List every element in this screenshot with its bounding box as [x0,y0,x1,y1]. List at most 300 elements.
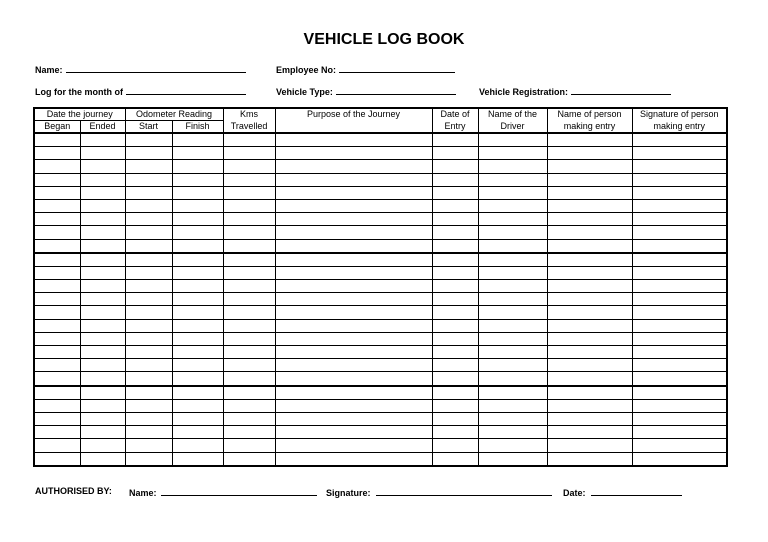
footer-name-input-line[interactable] [161,486,317,496]
table-cell[interactable] [547,133,632,147]
table-row [34,133,727,147]
table-row [34,253,727,267]
date-journey-header: Date the journey [34,108,125,121]
month-input-line[interactable] [126,85,246,95]
table-row [34,386,727,400]
table-cell[interactable] [432,293,478,306]
table-cell[interactable] [172,293,223,306]
table-cell[interactable] [80,319,125,332]
table-cell[interactable] [432,280,478,293]
table-cell[interactable] [632,186,727,199]
table-row [34,186,727,199]
table-cell[interactable] [223,213,275,226]
page-title: VEHICLE LOG BOOK [303,31,465,48]
table-cell[interactable] [275,266,432,279]
ended-header: Ended [80,121,125,134]
table-cell[interactable] [632,173,727,186]
log-table-body [34,133,727,466]
table-cell[interactable] [80,226,125,239]
footer-name-label: Name: [129,488,157,498]
driver-header: Driver [478,121,547,134]
table-cell[interactable] [80,359,125,372]
table-cell[interactable] [432,133,478,147]
table-cell[interactable] [275,452,432,466]
table-cell[interactable] [125,346,172,359]
table-cell[interactable] [547,239,632,253]
table-cell[interactable] [478,452,547,466]
table-cell[interactable] [275,199,432,212]
table-cell[interactable] [547,186,632,199]
table-row [34,412,727,425]
table-cell[interactable] [172,160,223,173]
table-cell[interactable] [172,306,223,319]
table-cell[interactable] [432,372,478,386]
table-cell[interactable] [478,147,547,160]
table-cell[interactable] [632,332,727,345]
table-cell[interactable] [478,439,547,452]
table-cell[interactable] [432,359,478,372]
table-cell[interactable] [478,372,547,386]
table-cell[interactable] [80,426,125,439]
table-cell[interactable] [547,399,632,412]
table-cell[interactable] [125,319,172,332]
table-cell[interactable] [172,346,223,359]
table-cell[interactable] [632,147,727,160]
table-cell[interactable] [632,439,727,452]
table-cell[interactable] [432,319,478,332]
table-cell[interactable] [125,173,172,186]
table-cell[interactable] [223,426,275,439]
table-cell[interactable] [125,412,172,425]
table-cell[interactable] [275,213,432,226]
table-cell[interactable] [34,173,80,186]
table-cell[interactable] [223,280,275,293]
table-cell[interactable] [125,386,172,400]
table-cell[interactable] [478,226,547,239]
vehicle-type-input-line[interactable] [336,85,456,95]
table-cell[interactable] [432,226,478,239]
table-cell[interactable] [80,160,125,173]
footer-date-input-line[interactable] [591,486,682,496]
table-cell[interactable] [125,266,172,279]
table-cell[interactable] [632,386,727,400]
table-cell[interactable] [34,412,80,425]
table-cell[interactable] [125,452,172,466]
table-cell[interactable] [432,426,478,439]
table-cell[interactable] [432,386,478,400]
table-cell[interactable] [547,173,632,186]
table-cell[interactable] [547,213,632,226]
table-cell[interactable] [125,253,172,267]
table-cell[interactable] [478,253,547,267]
table-cell[interactable] [478,213,547,226]
table-cell[interactable] [547,319,632,332]
table-cell[interactable] [172,399,223,412]
table-row [34,280,727,293]
table-cell[interactable] [432,439,478,452]
table-cell[interactable] [80,452,125,466]
table-cell[interactable] [34,147,80,160]
table-cell[interactable] [432,199,478,212]
table-cell[interactable] [478,399,547,412]
table-cell[interactable] [223,147,275,160]
table-cell[interactable] [275,399,432,412]
table-cell[interactable] [125,280,172,293]
table-cell[interactable] [223,133,275,147]
table-cell[interactable] [34,199,80,212]
table-cell[interactable] [432,173,478,186]
table-cell[interactable] [34,346,80,359]
table-cell[interactable] [125,306,172,319]
table-cell[interactable] [223,160,275,173]
employee-no-label: Employee No: [276,65,337,75]
table-cell[interactable] [632,452,727,466]
table-cell[interactable] [632,346,727,359]
table-cell[interactable] [547,147,632,160]
table-cell[interactable] [432,399,478,412]
entry-header: Entry [432,121,478,134]
table-cell[interactable] [223,332,275,345]
table-cell[interactable] [223,319,275,332]
table-cell[interactable] [547,332,632,345]
footer-date-label: Date: [563,488,586,498]
table-cell[interactable] [172,186,223,199]
table-cell[interactable] [34,239,80,253]
table-cell[interactable] [275,346,432,359]
table-cell[interactable] [547,439,632,452]
table-cell[interactable] [478,426,547,439]
table-cell[interactable] [275,359,432,372]
table-cell[interactable] [172,226,223,239]
table-cell[interactable] [223,306,275,319]
table-cell[interactable] [34,213,80,226]
table-cell[interactable] [34,133,80,147]
table-row [34,426,727,439]
table-cell[interactable] [432,213,478,226]
table-cell[interactable] [478,239,547,253]
table-cell[interactable] [80,412,125,425]
table-cell[interactable] [172,426,223,439]
table-cell[interactable] [275,253,432,267]
table-cell[interactable] [478,386,547,400]
table-cell[interactable] [80,253,125,267]
table-cell[interactable] [223,266,275,279]
table-cell[interactable] [34,226,80,239]
table-cell[interactable] [275,133,432,147]
table-cell[interactable] [80,346,125,359]
table-cell[interactable] [125,226,172,239]
table-cell[interactable] [172,386,223,400]
table-cell[interactable] [547,253,632,267]
month-label: Log for the month of [35,87,123,97]
table-row [34,439,727,452]
footer-date-field [563,486,682,498]
table-cell[interactable] [172,412,223,425]
footer-signature-field [326,486,552,498]
employee-no-input-line[interactable] [339,63,455,73]
table-cell[interactable] [547,412,632,425]
table-cell[interactable] [80,173,125,186]
table-cell[interactable] [432,239,478,253]
table-cell[interactable] [125,133,172,147]
table-cell[interactable] [223,412,275,425]
table-cell[interactable] [80,332,125,345]
table-cell[interactable] [432,160,478,173]
table-cell[interactable] [172,147,223,160]
table-cell[interactable] [547,280,632,293]
table-cell[interactable] [223,293,275,306]
name-of-person-header: Name of person [547,108,632,121]
table-cell[interactable] [432,346,478,359]
table-cell[interactable] [275,319,432,332]
table-row [34,173,727,186]
table-cell[interactable] [172,173,223,186]
table-cell[interactable] [34,426,80,439]
table-cell[interactable] [172,253,223,267]
employee-no-field [276,63,455,75]
name-input-line[interactable] [66,63,246,73]
table-cell[interactable] [478,306,547,319]
table-cell[interactable] [632,213,727,226]
table-cell[interactable] [34,359,80,372]
table-cell[interactable] [632,239,727,253]
table-cell[interactable] [275,386,432,400]
table-cell[interactable] [172,332,223,345]
table-cell[interactable] [34,306,80,319]
table-cell[interactable] [632,372,727,386]
table-cell[interactable] [432,412,478,425]
table-cell[interactable] [547,199,632,212]
table-row [34,226,727,239]
table-cell[interactable] [125,426,172,439]
table-cell[interactable] [223,186,275,199]
table-cell[interactable] [275,372,432,386]
table-cell[interactable] [547,346,632,359]
table-cell[interactable] [632,253,727,267]
vehicle-type-field [276,85,456,97]
table-cell[interactable] [478,332,547,345]
table-cell[interactable] [478,359,547,372]
travelled-header: Travelled [223,121,275,134]
table-cell[interactable] [432,332,478,345]
table-cell[interactable] [223,226,275,239]
table-cell[interactable] [172,266,223,279]
table-cell[interactable] [547,160,632,173]
table-cell[interactable] [547,386,632,400]
table-cell[interactable] [432,452,478,466]
table-cell[interactable] [34,386,80,400]
table-cell[interactable] [34,253,80,267]
table-row [34,266,727,279]
table-cell[interactable] [172,452,223,466]
table-cell[interactable] [223,452,275,466]
table-cell[interactable] [34,372,80,386]
table-cell[interactable] [80,280,125,293]
table-cell[interactable] [547,426,632,439]
table-cell[interactable] [478,160,547,173]
table-cell[interactable] [432,147,478,160]
vehicle-registration-label: Vehicle Registration: [479,87,569,97]
table-cell[interactable] [80,266,125,279]
table-cell[interactable] [547,452,632,466]
table-cell[interactable] [125,186,172,199]
table-cell[interactable] [172,372,223,386]
table-cell[interactable] [223,439,275,452]
table-cell[interactable] [125,399,172,412]
table-cell[interactable] [125,239,172,253]
table-cell[interactable] [34,280,80,293]
table-cell[interactable] [478,186,547,199]
table-cell[interactable] [275,173,432,186]
table-cell[interactable] [125,359,172,372]
footer-name-field [129,486,317,498]
table-cell[interactable] [478,173,547,186]
table-cell[interactable] [80,372,125,386]
table-cell[interactable] [547,306,632,319]
table-cell[interactable] [172,359,223,372]
table-cell[interactable] [125,147,172,160]
table-cell[interactable] [632,426,727,439]
table-cell[interactable] [632,160,727,173]
table-cell[interactable] [432,253,478,267]
table-cell[interactable] [125,160,172,173]
table-cell[interactable] [80,133,125,147]
table-cell[interactable] [34,439,80,452]
table-cell[interactable] [80,186,125,199]
table-cell[interactable] [223,199,275,212]
table-cell[interactable] [432,266,478,279]
table-cell[interactable] [275,186,432,199]
table-cell[interactable] [632,306,727,319]
making-entry-header: making entry [547,121,632,134]
table-cell[interactable] [632,412,727,425]
table-cell[interactable] [80,306,125,319]
table-cell[interactable] [478,346,547,359]
table-cell[interactable] [275,280,432,293]
table-cell[interactable] [172,439,223,452]
table-cell[interactable] [125,372,172,386]
table-cell[interactable] [547,226,632,239]
table-cell[interactable] [223,372,275,386]
table-cell[interactable] [223,346,275,359]
table-cell[interactable] [275,160,432,173]
table-cell[interactable] [632,399,727,412]
table-cell[interactable] [478,412,547,425]
table-cell[interactable] [223,386,275,400]
table-row [34,199,727,212]
table-cell[interactable] [478,133,547,147]
table-cell[interactable] [432,186,478,199]
table-cell[interactable] [172,213,223,226]
table-cell[interactable] [275,412,432,425]
table-cell[interactable] [478,266,547,279]
table-cell[interactable] [275,426,432,439]
table-cell[interactable] [632,293,727,306]
table-cell[interactable] [223,399,275,412]
table-cell[interactable] [34,452,80,466]
table-cell[interactable] [275,293,432,306]
month-field [35,85,246,97]
odometer-header: Odometer Reading [125,108,223,121]
table-cell[interactable] [275,226,432,239]
log-table [33,107,728,467]
table-cell[interactable] [223,253,275,267]
start-header: Start [125,121,172,134]
table-cell[interactable] [275,147,432,160]
table-cell[interactable] [34,332,80,345]
table-cell[interactable] [80,439,125,452]
table-cell[interactable] [478,293,547,306]
table-cell[interactable] [632,199,727,212]
vehicle-type-label: Vehicle Type: [276,87,333,97]
table-cell[interactable] [432,306,478,319]
table-cell[interactable] [34,266,80,279]
table-cell[interactable] [34,293,80,306]
table-cell[interactable] [172,319,223,332]
table-cell[interactable] [172,199,223,212]
table-cell[interactable] [125,332,172,345]
table-cell[interactable] [547,372,632,386]
table-cell[interactable] [125,199,172,212]
table-cell[interactable] [80,213,125,226]
table-row [34,239,727,253]
table-cell[interactable] [80,239,125,253]
table-cell[interactable] [80,293,125,306]
table-cell[interactable] [34,399,80,412]
table-row [34,319,727,332]
table-cell[interactable] [632,133,727,147]
authorised-by-label: AUTHORISED BY: [35,486,112,496]
table-cell[interactable] [80,147,125,160]
table-row [34,332,727,345]
table-cell[interactable] [275,239,432,253]
table-cell[interactable] [478,319,547,332]
table-cell[interactable] [478,280,547,293]
table-cell[interactable] [172,239,223,253]
kms-header: Kms [223,108,275,121]
table-cell[interactable] [547,359,632,372]
table-cell[interactable] [172,133,223,147]
table-cell[interactable] [632,359,727,372]
table-cell[interactable] [172,280,223,293]
footer-signature-input-line[interactable] [376,486,552,496]
table-cell[interactable] [223,359,275,372]
table-cell[interactable] [632,226,727,239]
table-cell[interactable] [125,213,172,226]
table-cell[interactable] [547,266,632,279]
table-cell[interactable] [478,199,547,212]
table-cell[interactable] [223,173,275,186]
vehicle-registration-input-line[interactable] [571,85,671,95]
table-cell[interactable] [125,293,172,306]
table-cell[interactable] [632,280,727,293]
table-cell[interactable] [632,319,727,332]
table-cell[interactable] [275,332,432,345]
table-cell[interactable] [632,266,727,279]
table-cell[interactable] [275,439,432,452]
table-cell[interactable] [34,186,80,199]
table-cell[interactable] [34,319,80,332]
table-cell[interactable] [125,439,172,452]
table-cell[interactable] [547,293,632,306]
table-cell[interactable] [275,306,432,319]
table-cell[interactable] [80,199,125,212]
table-cell[interactable] [80,399,125,412]
table-cell[interactable] [80,386,125,400]
name-of-the-header: Name of the [478,108,547,121]
table-cell[interactable] [223,239,275,253]
table-cell[interactable] [34,160,80,173]
